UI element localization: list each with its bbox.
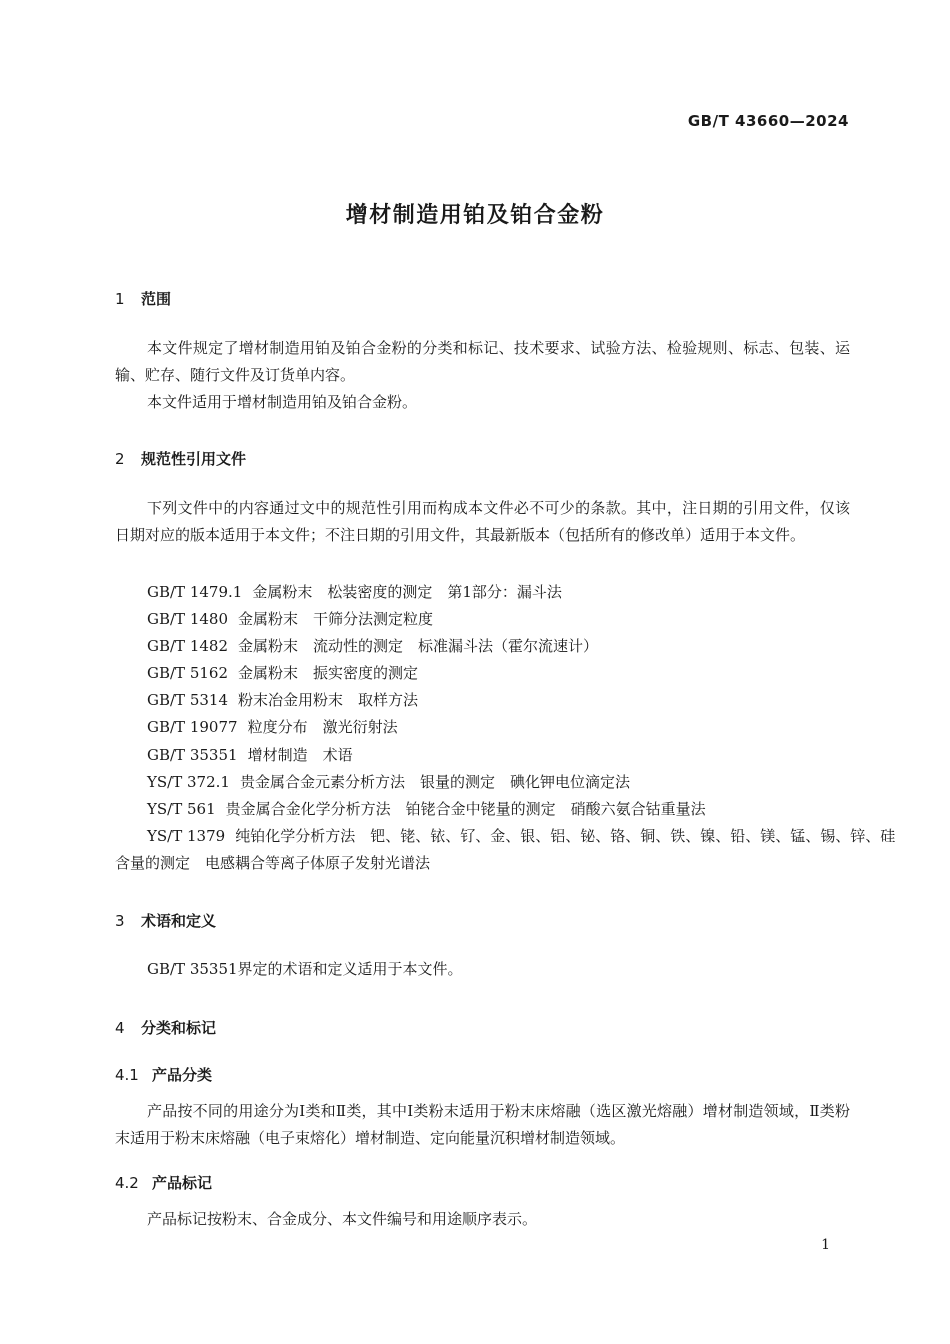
reference-item bbox=[147, 608, 433, 629]
reference-item bbox=[147, 825, 895, 846]
reference-code: YS/T 372.1 bbox=[147, 773, 230, 791]
reference-title: 贵金属合金元素分析方法 银量的测定 碘化钾电位滴定法 bbox=[239, 773, 630, 791]
section-3-heading bbox=[115, 910, 216, 931]
classification-paragraph: 产品按不同的用途分为Ⅰ类和Ⅱ类，其中Ⅰ类粉末适用于粉末床熔融（选区激光熔融）增材制造领域，Ⅱ类粉末适用于粉末床熔融（电子束熔化）增材制造、定向能量沉积增材制造领域。 bbox=[115, 1102, 850, 1147]
scope-paragraph-2: 本文件适用于增材制造用铂及铂合金粉。 bbox=[147, 393, 418, 411]
section-number: 3 bbox=[115, 912, 125, 930]
marking-paragraph: 产品标记按粉末、合金成分、本文件编号和用途顺序表示。 bbox=[147, 1210, 538, 1228]
reference-code: GB/T 1482 bbox=[147, 637, 229, 655]
scope-paragraph-1: 本文件规定了增材制造用铂及铂合金粉的分类和标记、技术要求、试验方法、检验规则、标志、包装、运输、贮存、随行文件及订货单内容。 bbox=[115, 339, 850, 384]
reference-title: 含量的测定 电感耦合等离子体原子发射光谱法 bbox=[115, 854, 431, 872]
reference-code: YS/T 561 bbox=[147, 800, 216, 818]
document-title: 增材制造用铂及铂合金粉 bbox=[345, 203, 605, 228]
reference-title: 金属粉末 振实密度的测定 bbox=[238, 664, 419, 682]
reference-item bbox=[147, 744, 353, 765]
reference-code: YS/T 1379 bbox=[147, 827, 226, 845]
reference-item bbox=[147, 798, 706, 819]
reference-title: 粒度分布 激光衍射法 bbox=[247, 718, 398, 736]
reference-title: 金属粉末 干筛分法测定粒度 bbox=[238, 610, 434, 628]
section-title: 范围 bbox=[141, 290, 172, 308]
section-number: 4.1 bbox=[115, 1066, 139, 1084]
section-number: 1 bbox=[115, 290, 125, 308]
reference-code: GB/T 5162 bbox=[147, 664, 229, 682]
normative-references-intro: 下列文件中的内容通过文中的规范性引用而构成本文件必不可少的条款。其中，注日期的引用文件，仅该日期对应的版本适用于本文件；不注日期的引用文件，其最新版本（包括所有的修改单）适用于本文件。 bbox=[115, 499, 850, 544]
section-title: 产品标记 bbox=[152, 1174, 213, 1192]
reference-item bbox=[147, 581, 562, 602]
section-4-heading bbox=[115, 1017, 216, 1038]
section-4-2-heading bbox=[115, 1172, 212, 1193]
reference-item-continuation bbox=[115, 852, 430, 873]
reference-title: 粉末冶金用粉末 取样方法 bbox=[238, 691, 419, 709]
reference-item bbox=[147, 771, 630, 792]
section-number: 4.2 bbox=[115, 1174, 139, 1192]
section-title: 产品分类 bbox=[152, 1066, 213, 1084]
page-number: 1 bbox=[821, 1237, 830, 1253]
section-number: 4 bbox=[115, 1019, 125, 1037]
section-title: 术语和定义 bbox=[141, 912, 217, 930]
reference-code: GB/T 1479.1 bbox=[147, 583, 243, 601]
reference-title: 金属粉末 松装密度的测定 第1部分：漏斗法 bbox=[252, 583, 562, 601]
reference-item bbox=[147, 689, 418, 710]
section-title: 规范性引用文件 bbox=[141, 450, 247, 468]
section-1-heading bbox=[115, 288, 171, 309]
reference-title: 增材制造 术语 bbox=[247, 746, 353, 764]
standard-code: GB/T 43660—2024 bbox=[687, 112, 849, 130]
section-4-1-heading bbox=[115, 1064, 212, 1085]
reference-title: 贵金属合金化学分析方法 铂铑合金中铑量的测定 硝酸六氨合钴重量法 bbox=[225, 800, 706, 818]
reference-code: GB/T 1480 bbox=[147, 610, 229, 628]
reference-item bbox=[147, 662, 418, 683]
terms-paragraph: GB/T 35351界定的术语和定义适用于本文件。 bbox=[147, 960, 463, 978]
section-number: 2 bbox=[115, 450, 125, 468]
section-title: 分类和标记 bbox=[141, 1019, 217, 1037]
section-2-heading bbox=[115, 448, 246, 469]
reference-code: GB/T 5314 bbox=[147, 691, 229, 709]
reference-item bbox=[147, 635, 598, 656]
reference-item bbox=[147, 716, 398, 737]
reference-title: 金属粉末 流动性的测定 标准漏斗法（霍尔流速计） bbox=[238, 637, 599, 655]
reference-code: GB/T 19077 bbox=[147, 718, 238, 736]
reference-title: 纯铂化学分析方法 钯、铑、铱、钌、金、银、铝、铋、铬、铜、铁、镍、铅、镁、锰、锡、锌、硅 bbox=[235, 827, 896, 845]
reference-code: GB/T 35351 bbox=[147, 746, 238, 764]
